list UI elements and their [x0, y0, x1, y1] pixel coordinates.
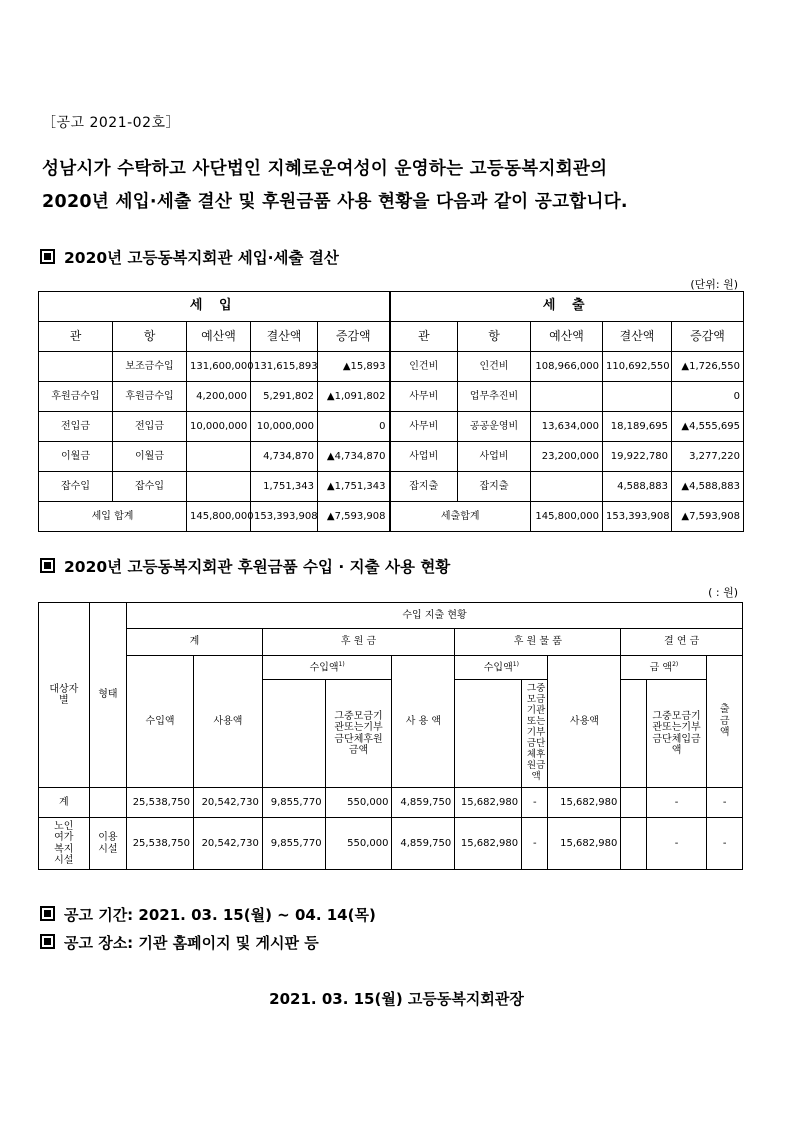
link-out-text: 출금액 — [719, 704, 730, 739]
cell: 110,692,550 — [603, 352, 672, 382]
cell: 0 — [318, 412, 390, 442]
link-out-header — [707, 656, 743, 788]
cell: 131,615,893 — [251, 352, 318, 382]
cell: 인건비 — [458, 352, 531, 382]
cell: 10,000,000 — [251, 412, 318, 442]
donation-table — [38, 602, 743, 870]
table-row — [39, 818, 743, 870]
cell: ▲4,734,870 — [318, 442, 390, 472]
use-header: 사용액 — [193, 656, 262, 788]
cell: 보조금수입 — [113, 352, 187, 382]
cell: 9,855,770 — [262, 788, 325, 818]
col-header: 관 — [39, 322, 113, 352]
cell: 후원금수입 — [113, 382, 187, 412]
cell: 23,200,000 — [531, 442, 603, 472]
cell: ▲7,593,908 — [672, 502, 744, 532]
cell: 4,734,870 — [251, 442, 318, 472]
section1-unit: (단위: 원) — [690, 278, 738, 291]
cell: 공공운영비 — [458, 412, 531, 442]
cell: ▲1,726,550 — [672, 352, 744, 382]
place-line — [40, 932, 319, 953]
cell: ▲1,751,343 — [318, 472, 390, 502]
cell: 25,538,750 — [127, 818, 194, 870]
place-text: 공고 장소: 기관 홈페이지 및 게시판 등 — [64, 934, 319, 952]
table-row — [39, 472, 744, 502]
cell: 잡수입 — [39, 472, 113, 502]
cell — [39, 818, 90, 870]
intro-line-2: 2020년 세입·세출 결산 및 후원금품 사용 현황을 다음과 같이 공고합니다. — [42, 192, 628, 212]
cell: 145,800,000 — [187, 502, 251, 532]
cell: 15,682,980 — [548, 788, 621, 818]
link-amount-header: 금 액$^{2)}$ — [621, 656, 707, 680]
period-text: 공고 기간: 2021. 03. 15(월) ~ 04. 14(목) — [64, 906, 376, 924]
cell — [531, 472, 603, 502]
cell: 1,751,343 — [251, 472, 318, 502]
link-group-header: 결 연 금 — [621, 629, 743, 656]
section2-unit: ( : 원) — [708, 586, 738, 599]
goods-group-header: 후 원 물 품 — [455, 629, 621, 656]
cell: 잡지출 — [390, 472, 458, 502]
target-header — [39, 603, 90, 788]
cell: 18,189,695 — [603, 412, 672, 442]
cell: 145,800,000 — [531, 502, 603, 532]
goods-income-header: 수입액$^{1)}$ — [455, 656, 548, 680]
square-bullet-icon — [40, 934, 55, 949]
bullet-wrap — [40, 906, 64, 924]
cell — [621, 818, 646, 870]
table-row — [39, 788, 743, 818]
link-org-text: 그중모금기관또는기부금단체입금액 — [652, 710, 701, 756]
total-group-header: 계 — [127, 629, 263, 656]
table-row — [39, 352, 744, 382]
bullet-wrap — [40, 934, 64, 952]
expense-total-label: 세출합계 — [390, 502, 531, 532]
cell: 4,859,750 — [392, 818, 455, 870]
cell: 153,393,908 — [603, 502, 672, 532]
cell: 20,542,730 — [193, 818, 262, 870]
goods-org-header — [522, 680, 548, 788]
cell: 4,859,750 — [392, 788, 455, 818]
cell: 19,922,780 — [603, 442, 672, 472]
col-header: 항 — [113, 322, 187, 352]
goods-income-total — [455, 680, 522, 788]
col-header: 증감액 — [672, 322, 744, 352]
cell: - — [522, 818, 548, 870]
donation-income-header: 수입액$^{1)}$ — [262, 656, 392, 680]
col-header: 관 — [390, 322, 458, 352]
col-header: 결산액 — [251, 322, 318, 352]
cell: 3,277,220 — [672, 442, 744, 472]
cell: 13,634,000 — [531, 412, 603, 442]
cell: 108,966,000 — [531, 352, 603, 382]
cell — [187, 472, 251, 502]
square-bullet-icon — [40, 249, 55, 264]
income-total-label: 세입 합계 — [39, 502, 187, 532]
cell — [89, 788, 126, 818]
link-amount-total — [621, 680, 646, 788]
cell: 10,000,000 — [187, 412, 251, 442]
cell: 이월금 — [39, 442, 113, 472]
goods-income-text: 수입액 — [483, 661, 513, 673]
cell: - — [707, 818, 743, 870]
income-header: 수입액 — [127, 656, 194, 788]
cell: 사업비 — [458, 442, 531, 472]
cell: 잡지출 — [458, 472, 531, 502]
section1-title: 2020년 고등동복지회관 세입·세출 결산 — [64, 249, 339, 267]
cell: 계 — [39, 788, 90, 818]
type-header: 형태 — [89, 603, 126, 788]
period-line — [40, 904, 376, 925]
cell — [621, 788, 646, 818]
cell: ▲4,588,883 — [672, 472, 744, 502]
cell: 4,588,883 — [603, 472, 672, 502]
cell — [187, 442, 251, 472]
cell: 131,600,000 — [187, 352, 251, 382]
cell: - — [522, 788, 548, 818]
col-header: 증감액 — [318, 322, 390, 352]
cell — [39, 352, 113, 382]
cell: 사업비 — [390, 442, 458, 472]
intro-line-1: 성남시가 수탁하고 사단법인 지혜로운여성이 운영하는 고등동복지회관의 — [42, 159, 608, 179]
target-header-text: 대상자별 — [49, 683, 79, 706]
cell — [603, 382, 672, 412]
donation-use-header: 사 용 액 — [392, 656, 455, 788]
link-org-header — [646, 680, 707, 788]
goods-use-header: 사용액 — [548, 656, 621, 788]
cell — [531, 382, 603, 412]
cell: 사무비 — [390, 412, 458, 442]
col-header: 결산액 — [603, 322, 672, 352]
cell: 전입금 — [39, 412, 113, 442]
signature: 2021. 03. 15(월) 고등동복지회관장 — [269, 990, 524, 1008]
expense-header: 세 출 — [390, 292, 744, 322]
cell: 후원금수입 — [39, 382, 113, 412]
cell: 이월금 — [113, 442, 187, 472]
donation-org-header — [325, 680, 392, 788]
cell: 사무비 — [390, 382, 458, 412]
section2-title: 2020년 고등동복지회관 후원금품 수입 · 지출 사용 현황 — [64, 558, 451, 576]
cell: - — [646, 788, 707, 818]
goods-org-text: 그중모금기관또는기부금단체후원금액 — [526, 683, 546, 782]
type-text: 이용시설 — [98, 832, 118, 855]
cell: 550,000 — [325, 818, 392, 870]
income-expense-table — [38, 291, 744, 532]
cell: 9,855,770 — [262, 818, 325, 870]
square-bullet-icon — [40, 906, 55, 921]
cell: 전입금 — [113, 412, 187, 442]
target-text: 노인여가복지시설 — [54, 820, 74, 866]
donation-income-total — [262, 680, 325, 788]
cell: 15,682,980 — [455, 788, 522, 818]
col-header: 항 — [458, 322, 531, 352]
section1-heading — [40, 246, 339, 268]
square-bullet-icon — [40, 558, 55, 573]
total-row — [39, 502, 744, 532]
cell: 15,682,980 — [455, 818, 522, 870]
table-row — [39, 442, 744, 472]
cell: 4,200,000 — [187, 382, 251, 412]
cell: 20,542,730 — [193, 788, 262, 818]
table-row — [39, 412, 744, 442]
donation-income-text: 수입액 — [309, 661, 339, 673]
col-header: 예산액 — [187, 322, 251, 352]
cell: ▲7,593,908 — [318, 502, 390, 532]
cell: 550,000 — [325, 788, 392, 818]
income-header: 세 입 — [39, 292, 390, 322]
cell: - — [646, 818, 707, 870]
notice-number: ［공고 2021-02호］ — [42, 115, 181, 131]
cell: 업무추진비 — [458, 382, 531, 412]
cell: 5,291,802 — [251, 382, 318, 412]
cell: - — [707, 788, 743, 818]
cell: 153,393,908 — [251, 502, 318, 532]
cell: 15,682,980 — [548, 818, 621, 870]
cell: ▲4,555,695 — [672, 412, 744, 442]
cell: 인건비 — [390, 352, 458, 382]
cell — [89, 818, 126, 870]
cell: ▲1,091,802 — [318, 382, 390, 412]
cell: 25,538,750 — [127, 788, 194, 818]
donation-org-text: 그중모금기관또는기부금단체후원금액 — [334, 710, 383, 756]
cell: 0 — [672, 382, 744, 412]
status-header: 수입 지출 현황 — [127, 603, 743, 629]
donation-group-header: 후 원 금 — [262, 629, 454, 656]
cell: ▲15,893 — [318, 352, 390, 382]
col-header: 예산액 — [531, 322, 603, 352]
section2-heading — [40, 555, 450, 577]
table-row — [39, 382, 744, 412]
cell: 잡수입 — [113, 472, 187, 502]
